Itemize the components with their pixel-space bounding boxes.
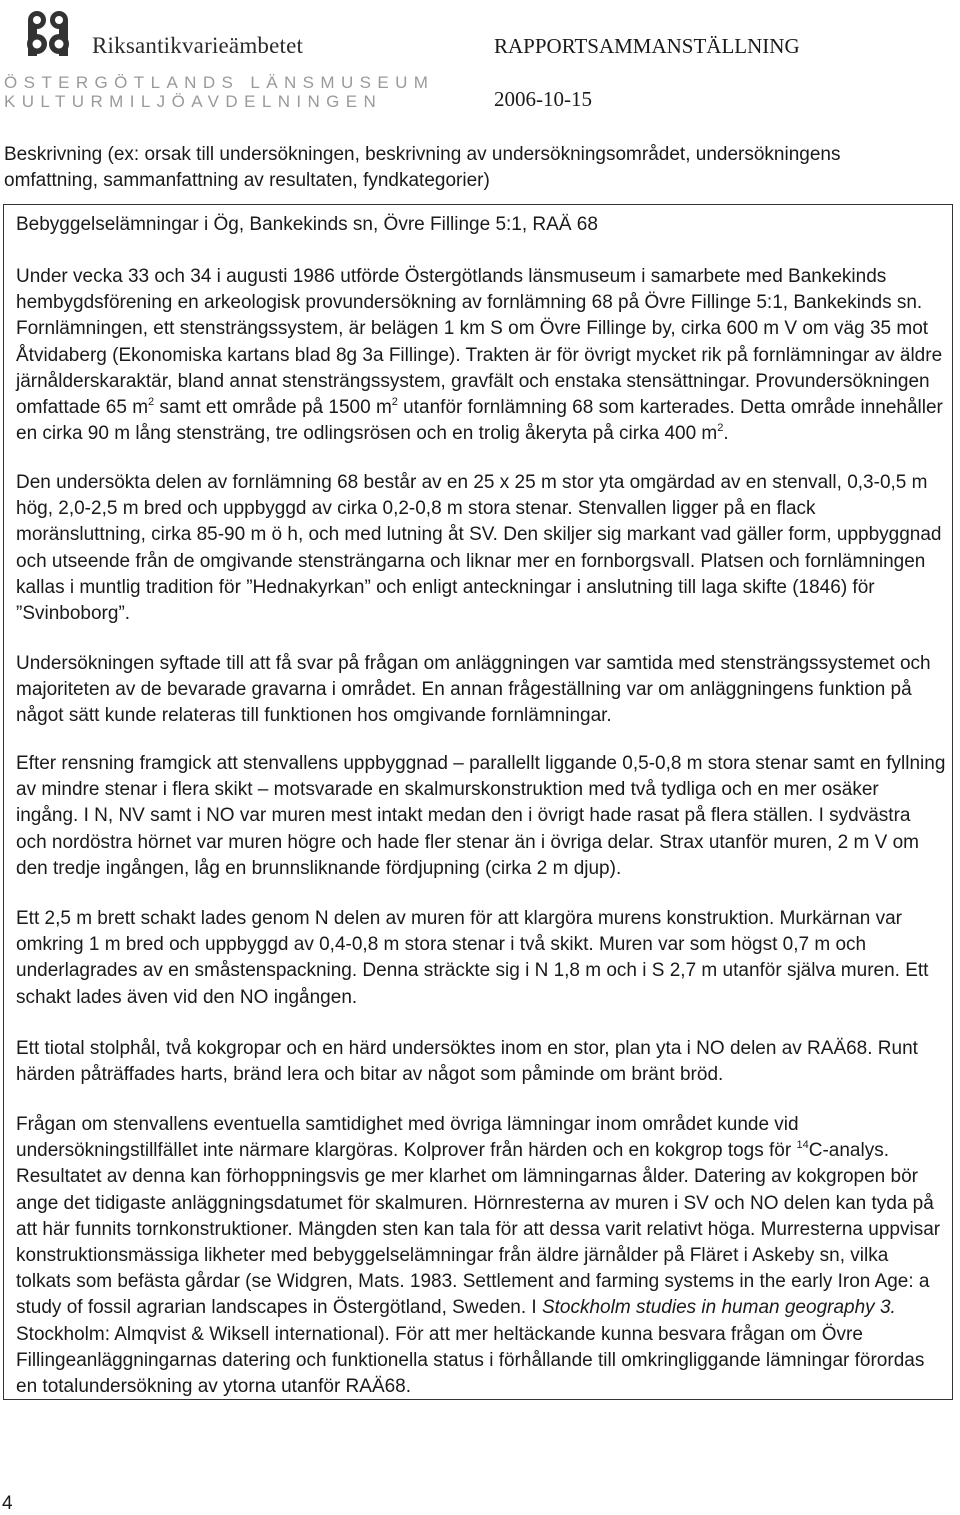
text-run: Under vecka 33 och 34 i augusti 1986 utförde Östergötlands länsmuseum i samarbete med Bankekinds hembygdsförening en arkeologisk provundersökning av fornlämning 68 på Övre Fillinge 5:1, Bankekinds sn. Fornlämningen, ett stensträngssystem, är belägen 1 km S om Övre Fillinge by, cirka 600 m V om väg 35 mot Åtvidaberg (Ekonomiska kartans blad 8g 3a Fillinge). Trakten är för övrigt mycket rik på fornlämningar av äldre järnålderskaraktär, bland annat stensträngssystem, gravfält och enstaka stensättningar. Provundersökningen omfattade 65 m [16, 266, 943, 419]
text-run: . [723, 423, 729, 445]
paragraph-purpose: Undersökningen syftade till att få svar på frågan om anläggningen var samtida med stensträngssystemet och majoriteten av de bevarade gravarna i området. En annan frågeställning var om anläggningens funktion på något sätt kunde relateras till funktionen hos omgivande fornlämningar. [16, 653, 931, 727]
text-run: Frågan om stenvallens eventuella samtidighet med övriga lämningar inom området kunde vid undersökningstillfället inte närmare klargöras. Kolprover från härden och en kokgrop togs för [16, 1114, 799, 1162]
paragraph-features: Ett tiotal stolphål, två kokgropar och en härd undersöktes inom en stor, plan yta i NO delen av RAÄ68. Runt härden påträffades harts, bränd lera och bitar av något som påminde om bränt bröd. [16, 1038, 918, 1086]
superscript: 2 [391, 395, 398, 408]
superscript: 2 [148, 395, 155, 408]
paragraph-site-description: Den undersökta delen av fornlämning 68 består av en 25 x 25 m stor yta omgärdad av en stenvall, 0,3-0,5 m hög, 2,0-2,5 m bred och uppbyggd av cirka 0,2-0,8 m stora stenar. Stenvallen ligger på en flack moränsluttning, cirka 85-90 m ö h, och med lutning åt SV. Den skiljer sig markant vad gäller form, uppbyggnad och utseende från de omgivande stensträngarna och liknar mer en fornborgsvall. Platsen och fornlämningen kallas i muntlig tradition för ”Hednakyrkan” och enligt anteckningar i anslutning till laga skifte (1846) för ”Svinboborg”. [16, 472, 942, 625]
paragraph-intro [16, 264, 946, 447]
citation-title: Stockholm studies in human geography 3. [541, 1297, 896, 1319]
text-run: Stockholm: Almqvist & Wiksell international). För att mer heltäckande kunna besvara frågan om Övre Fillingeanläggningarnas datering och funktionella status i förhållande till omkringliggande lämningar förordas en totalundersökning av ytorna utanför RAÄ68. [16, 1323, 925, 1398]
page-number: 4 [2, 1493, 13, 1514]
raa-logo-icon [24, 8, 80, 60]
paragraph-trench: Ett 2,5 m brett schakt lades genom N delen av muren för att klargöra murens konstruktion. Murkärnan var omkring 1 m bred och uppbyggd av 0,4-0,8 m stora stenar i två skikt. Muren var som högst 0,7 m och underlagrades av en småstenspackning. Denna sträckte sig i N 1,8 m och i S 2,7 m utanför själva muren. Ett schakt lades även vid den NO ingången. [16, 908, 929, 1008]
description-box [3, 204, 953, 1400]
paragraph-conclusion [16, 1112, 946, 1400]
department-name: KULTURMILJÖAVDELNINGEN [4, 92, 383, 111]
text-run: samt ett område på 1500 m [154, 397, 392, 419]
org-name: Riksantikvarieämbetet [92, 33, 304, 58]
text-run: utanför fornlämning 68 som karterades. Detta område innehåller en cirka 90 m lång stensträng, tre odlingsrösen och en trolig åkeryta på cirka 400 m [16, 397, 943, 445]
text-run: C-analys. Resultatet av denna kan förhoppningsvis ge mer klarhet om lämningarnas ålder. Datering av kokgropen bör ange det tidigaste anläggningsdatumet för skalmuren. Hörnresterna av muren i SV och NO delen kan tyda på att här funnits tornkonstruktioner. Mängden sten kan tala för att dessa varit relativt höga. Murresterna uppvisar konstruktionsmässiga likheter med bebyggelselämningar från äldre järnålder på Fläret i Askeby sn, vilka tolkats som befästa gårdar (se Widgren, Mats. 1983. Settlement and farming systems in the early Iron Age: a study of fossil agrarian landscapes in Östergötland, Sweden. I [16, 1140, 941, 1319]
paragraph-excavation: Efter rensning framgick att stenvallens uppbyggnad – parallellt liggande 0,5-0,8 m stora stenar samt en fyllning av mindre stenar i flera skikt – motsvarade en skalmurskonstruktion med två tydliga och en mer osäker ingång. I N, NV samt i NO var muren mest intakt medan den i övrigt hade rasat på flera ställen. I sydvästra och nordöstra hörnet var muren högre och hade fler stenar än i övriga delar. Strax utanför muren, 2 m V om den tredje ingången, låg en brunnsliknande fördjupning (cirka 2 m djup). [16, 753, 946, 879]
museum-name: ÖSTERGÖTLANDS LÄNSMUSEUM [4, 73, 435, 92]
site-heading: Bebyggelselämningar i Ög, Bankekinds sn, Övre Fillinge 5:1, RAÄ 68 [16, 214, 598, 235]
field-label: Beskrivning (ex: orsak till undersökningen, beskrivning av undersökningsområdet, undersökningens omfattning, sammanfattning av resultaten, fyndkategorier) [4, 144, 841, 191]
superscript: 14 [796, 1138, 809, 1151]
report-type: RAPPORTSAMMANSTÄLLNING [494, 34, 800, 58]
report-date: 2006-10-15 [494, 87, 592, 111]
superscript: 2 [717, 421, 724, 434]
